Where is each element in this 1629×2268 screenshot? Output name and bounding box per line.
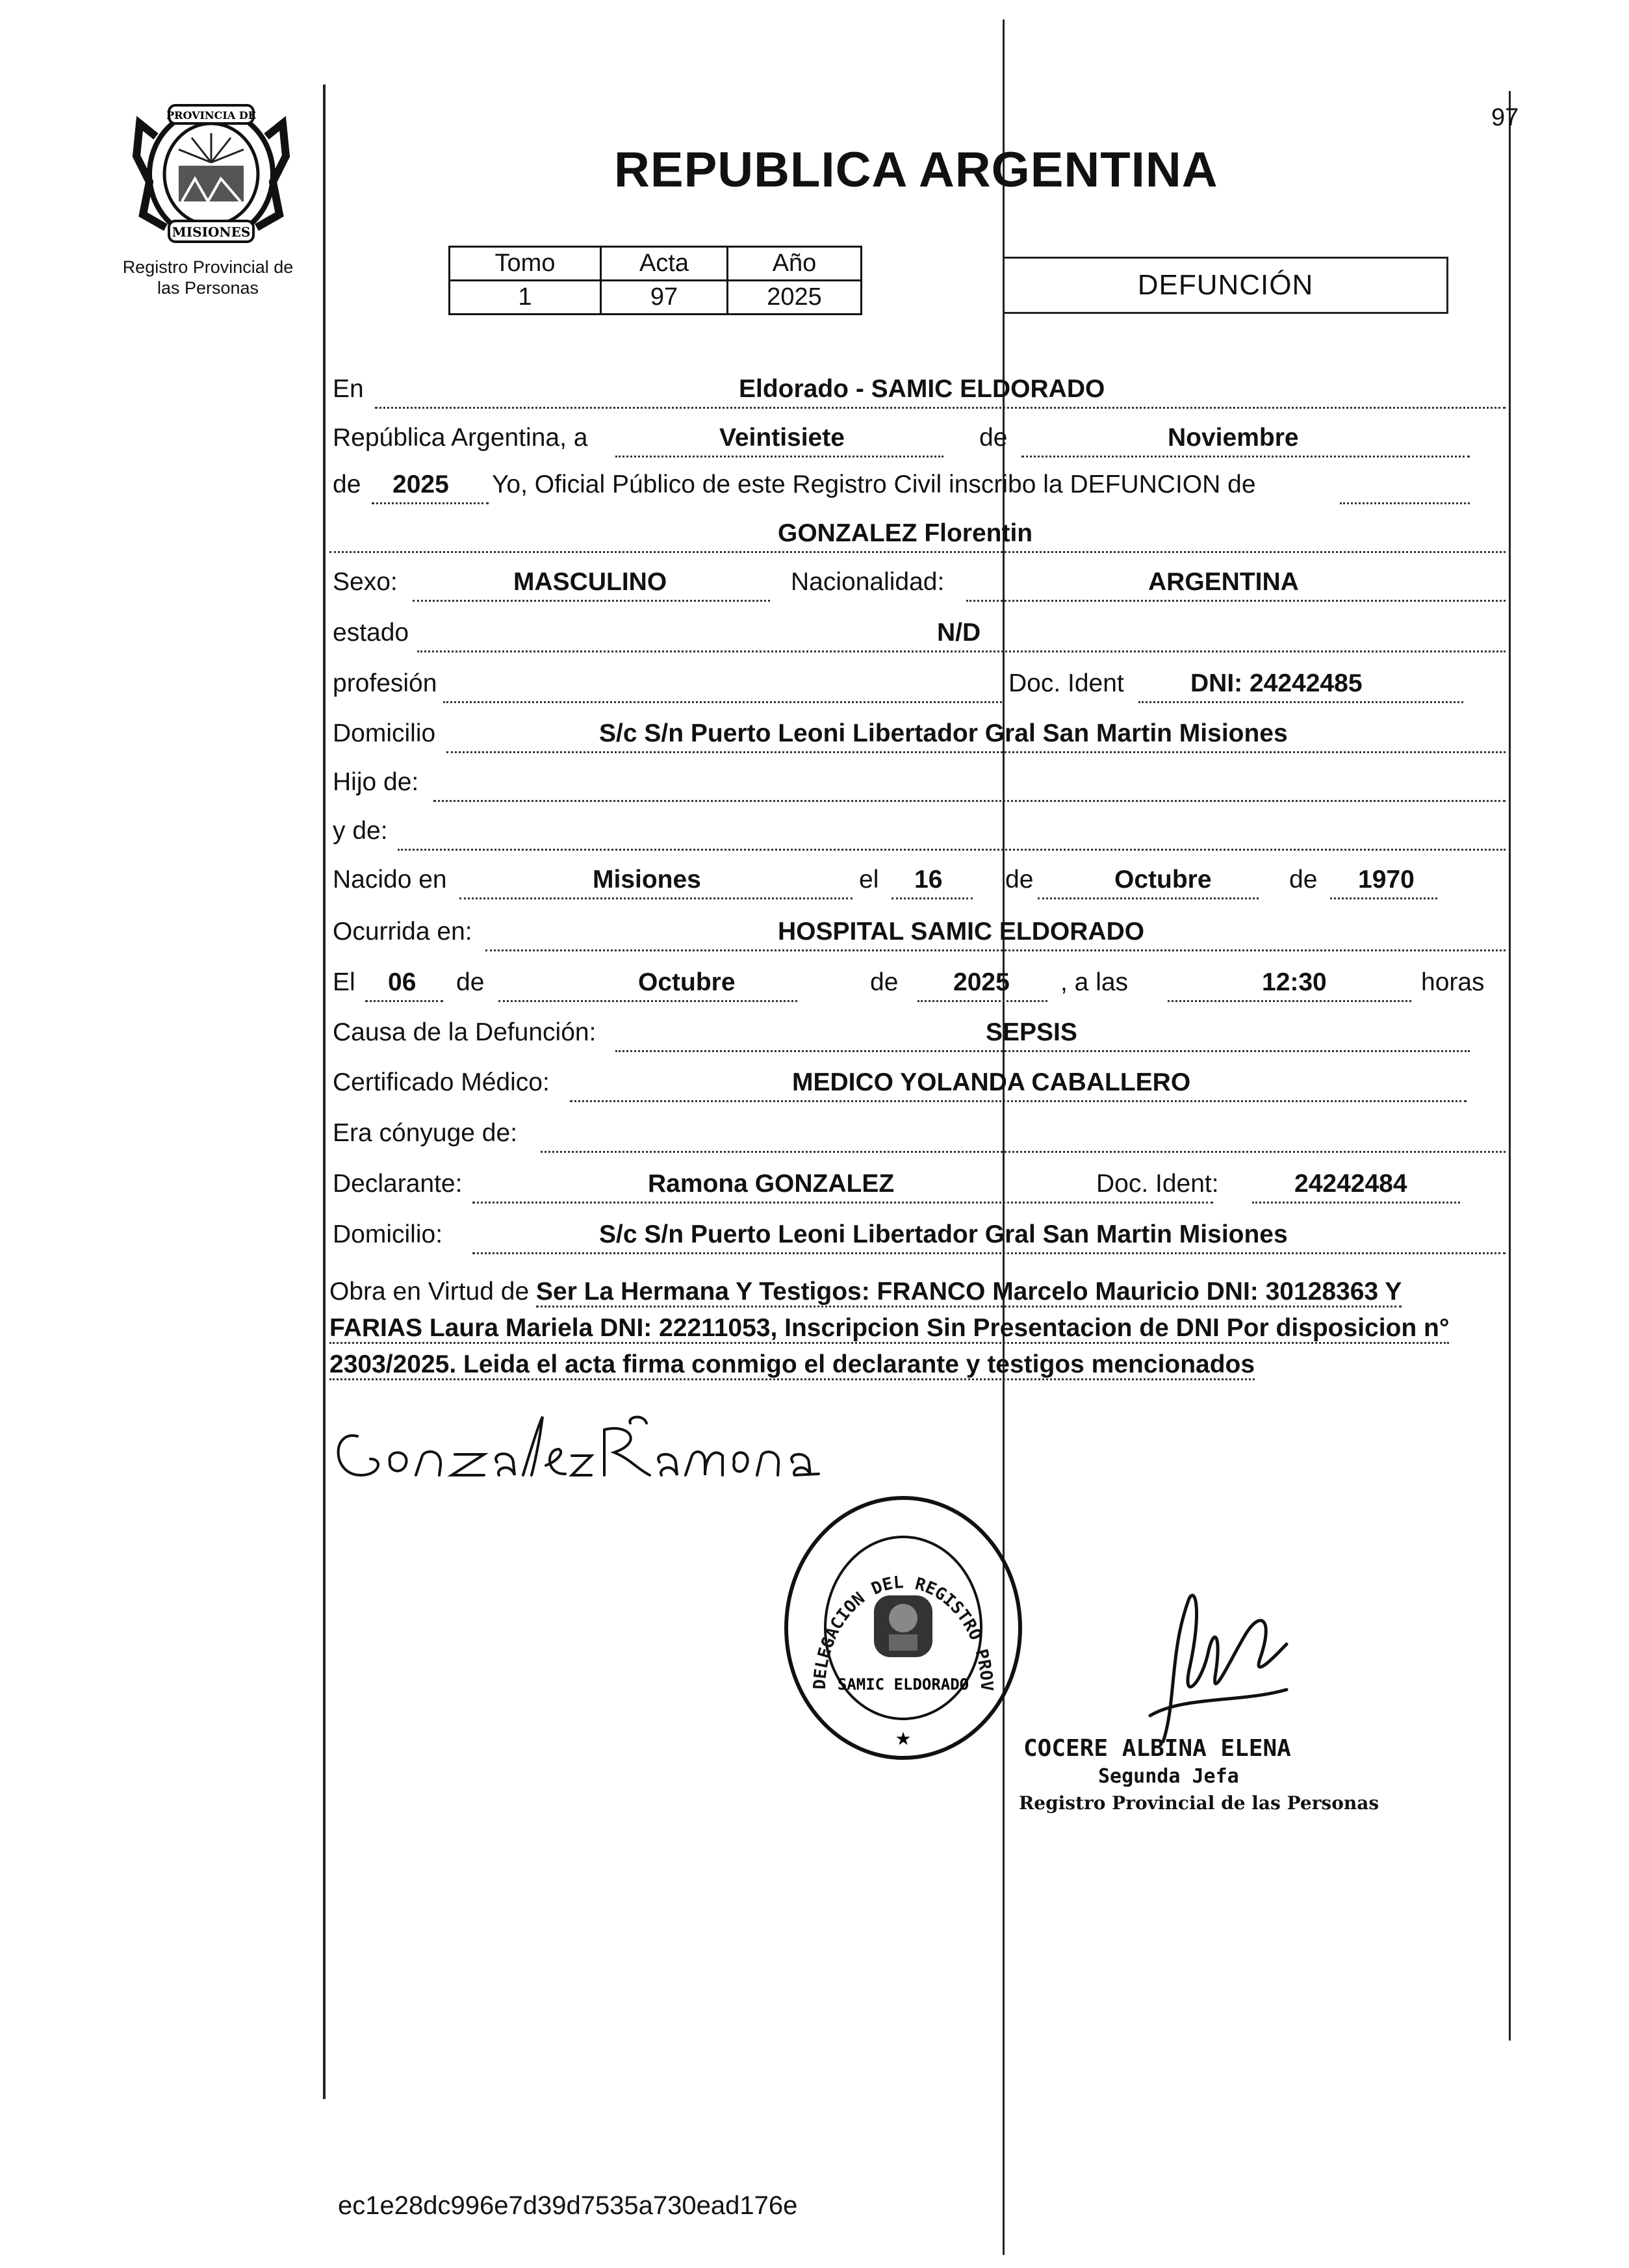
birth-day: 16: [914, 866, 943, 894]
causa-label: Causa de la Defunción:: [333, 1018, 596, 1046]
declarant-address-dotted-line: [472, 1252, 1506, 1254]
anio-header: Año: [728, 247, 862, 281]
place-dotted-line: [375, 407, 1506, 409]
acta-header: Acta: [601, 247, 728, 281]
registry-label-line1: Registro Provincial de: [122, 257, 294, 277]
tomo-header: Tomo: [450, 247, 601, 281]
death-place-dotted-line: [485, 949, 1506, 951]
death-month: Octubre: [638, 968, 736, 996]
book-reference-table: [448, 246, 862, 315]
row-spouse: [329, 1111, 1506, 1155]
death-de2-label: de: [870, 968, 899, 996]
left-margin-line: [323, 84, 326, 2099]
domicilio-value: S/c S/n Puerto Leoni Libertador Gral San Martin Misiones: [599, 719, 1288, 747]
registry-label-line2: las Personas: [157, 278, 259, 298]
birthplace-dotted-line: [459, 897, 853, 899]
profession-dotted-line: [443, 701, 1002, 703]
registration-year: 2025: [392, 470, 449, 498]
obra-label: Obra en Virtud de: [329, 1278, 530, 1306]
seal-outer-text: DELEGACION DEL REGISTRO PROV: [810, 1573, 997, 1692]
status-dotted-line: [417, 651, 1506, 652]
declarant-dotted-line: [472, 1202, 1213, 1204]
declarante-value: Ramona GONZALEZ: [648, 1170, 895, 1198]
republica-label: República Argentina, a: [333, 424, 588, 452]
estado-value: N/D: [937, 619, 981, 647]
year-dotted-line: [372, 502, 489, 504]
birth-el-label: el: [859, 866, 879, 894]
row-birth: [329, 858, 1506, 902]
row-cause: [329, 1011, 1506, 1055]
yde-label: y de:: [333, 817, 388, 845]
nacido-value: Misiones: [593, 866, 701, 894]
death-year-dotted-line: [917, 1000, 1047, 1002]
day-dotted-line: [615, 456, 943, 457]
inscription-dotted-line: [1340, 502, 1470, 504]
row-declarant: [329, 1162, 1506, 1206]
nationality-dotted-line: [966, 600, 1506, 602]
deceased-name: GONZALEZ Florentin: [778, 519, 1033, 547]
declarant-signature: [325, 1404, 858, 1491]
certificate-dotted-line: [570, 1100, 1467, 1102]
doc-ident-label: Doc. Ident: [1008, 669, 1124, 697]
sex-dotted-line: [413, 600, 770, 602]
place-value: Eldorado - SAMIC ELDORADO: [739, 375, 1105, 403]
spouse-dotted-line: [541, 1151, 1506, 1153]
logo-bottom-text: MISIONES: [172, 224, 251, 240]
official-office: Registro Provincial de las Personas: [1019, 1792, 1379, 1814]
conyuge-label: Era cónyuge de:: [333, 1119, 518, 1147]
cause-dotted-line: [615, 1050, 1470, 1052]
death-day-dotted-line: [365, 1000, 443, 1002]
birth-year: 1970: [1358, 866, 1415, 894]
row-sex-nationality: [329, 560, 1506, 604]
row-date: [329, 416, 1506, 460]
nacionalidad-value: ARGENTINA: [1148, 568, 1299, 596]
obra-text: Ser La Hermana Y Testigos: FRANCO Marcelo Mauricio DNI: 30128363 Y FARIAS Laura Mariela DNI: 22211053, Inscripcion Sin Presentacion de DNI Por disposicion n° 2303/2025. Leida el acta firma conmigo el declarante y testigos mencionados: [329, 1278, 1449, 1380]
birth-month: Octubre: [1114, 866, 1212, 894]
row-deceased-name: [329, 511, 1506, 556]
row-address: [329, 712, 1506, 756]
a-las-label: , a las: [1060, 968, 1129, 996]
causa-value: SEPSIS: [986, 1018, 1077, 1046]
birth-de-label: de: [1005, 866, 1034, 894]
certificado-value: MEDICO YOLANDA CABALLERO: [792, 1068, 1191, 1096]
seal-inner-text: SAMIC ELDORADO: [837, 1675, 969, 1694]
declarante-label: Declarante:: [333, 1170, 463, 1198]
anio-value: 2025: [728, 281, 862, 315]
official-title: Segunda Jefa: [1098, 1765, 1239, 1788]
row-profession-doc: [329, 662, 1506, 706]
certificado-label: Certificado Médico:: [333, 1068, 550, 1096]
death-de-label: de: [456, 968, 485, 996]
birth-year-dotted-line: [1330, 897, 1437, 899]
row-mother: [329, 809, 1506, 853]
svg-text:DELEGACION DEL REGISTRO PROVIN: [780, 1495, 996, 1692]
registration-month: Noviembre: [1168, 424, 1299, 452]
acta-value: 97: [601, 281, 728, 315]
row-inscription: [329, 463, 1506, 507]
nacionalidad-label: Nacionalidad:: [791, 568, 945, 596]
domicilio2-value: S/c S/n Puerto Leoni Libertador Gral San Martin Misiones: [599, 1220, 1288, 1248]
death-year: 2025: [953, 968, 1010, 996]
doc-dotted-line: [1138, 701, 1463, 703]
row-death-place: [329, 910, 1506, 954]
domicilio-label: Domicilio: [333, 719, 436, 747]
page-number: 97: [1491, 104, 1519, 131]
domicilio2-label: Domicilio:: [333, 1220, 443, 1248]
row-death-date: [329, 960, 1506, 1005]
row-declarant-address: [329, 1213, 1506, 1257]
doc-ident-value: DNI: 24242485: [1190, 669, 1363, 697]
father-dotted-line: [433, 800, 1506, 802]
inscription-text: Yo, Oficial Público de este Registro Civil inscribo la DEFUNCION de: [492, 470, 1256, 498]
de-label: de: [979, 424, 1008, 452]
official-seal: [780, 1495, 1027, 1771]
birth-day-dotted-line: [891, 897, 973, 899]
row-civil-status: [329, 611, 1506, 655]
seal-star-icon: ★: [895, 1729, 912, 1749]
row-place: [329, 367, 1506, 411]
registry-label: [97, 257, 318, 298]
official-signature: [1124, 1573, 1306, 1758]
obra-paragraph: [329, 1274, 1494, 1383]
name-dotted-line: [329, 551, 1506, 553]
death-time-dotted-line: [1168, 1000, 1411, 1002]
hijo-label: Hijo de:: [333, 768, 419, 796]
month-dotted-line: [1021, 456, 1470, 457]
declarante-doc-label: Doc. Ident:: [1096, 1170, 1219, 1198]
death-day: 06: [388, 968, 417, 996]
nacido-label: Nacido en: [333, 866, 447, 894]
el-cap-label: El: [333, 968, 355, 996]
misiones-province-logo: [130, 97, 292, 247]
registration-day: Veintisiete: [719, 424, 845, 452]
estado-label: estado: [333, 619, 409, 647]
death-time: 12:30: [1262, 968, 1327, 996]
tomo-value: 1: [450, 281, 601, 315]
seal-emblem-icon: [874, 1595, 932, 1657]
row-father: [329, 760, 1506, 805]
declarante-doc-value: 24242484: [1294, 1170, 1407, 1198]
sexo-value: MASCULINO: [513, 568, 667, 596]
record-type-box: DEFUNCIÓN: [1003, 257, 1448, 314]
horas-label: horas: [1421, 968, 1485, 996]
sexo-label: Sexo:: [333, 568, 398, 596]
logo-top-text: PROVINCIA DE: [166, 109, 256, 122]
right-margin-line: [1509, 91, 1511, 2041]
ocurrida-label: Ocurrida en:: [333, 918, 472, 946]
de-year-label: de: [333, 470, 361, 498]
ocurrida-value: HOSPITAL SAMIC ELDORADO: [778, 918, 1145, 946]
birth-de2-label: de: [1289, 866, 1318, 894]
mother-dotted-line: [398, 849, 1506, 851]
declarant-doc-dotted-line: [1252, 1202, 1460, 1204]
official-name: COCERE ALBINA ELENA: [1023, 1735, 1291, 1762]
death-month-dotted-line: [498, 1000, 797, 1002]
document-hash: ec1e28dc996e7d39d7535a730ead176e: [338, 2191, 798, 2220]
address-dotted-line: [446, 751, 1506, 753]
birth-month-dotted-line: [1038, 897, 1259, 899]
profesion-label: profesión: [333, 669, 437, 697]
row-certificate: [329, 1061, 1506, 1105]
page-title: REPUBLICA ARGENTINA: [614, 142, 1218, 198]
en-label: En: [333, 375, 364, 403]
